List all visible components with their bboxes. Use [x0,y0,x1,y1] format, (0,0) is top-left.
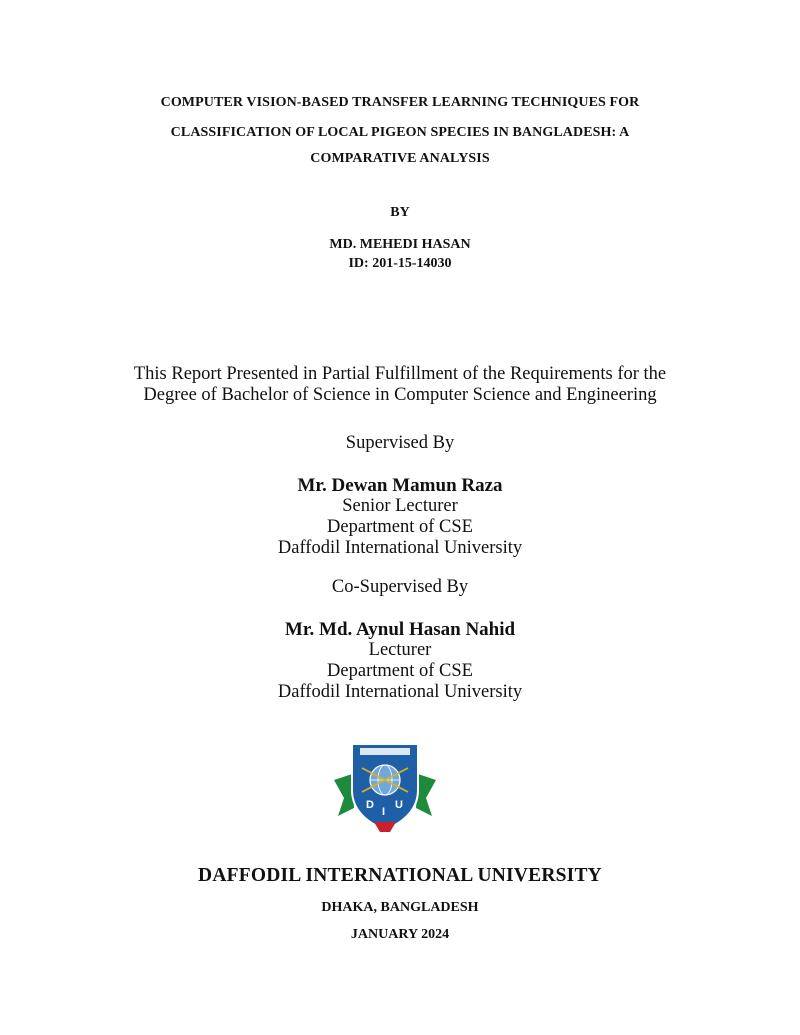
footer-date: JANUARY 2024 [350,927,450,942]
co-supervisor-university: Daffodil International University [277,682,523,702]
by-label: BY [390,205,410,220]
logo-banner [360,748,410,755]
author-id: ID: 201-15-14030 [348,256,452,271]
supervisor-name: Mr. Dewan Mamun Raza [297,475,503,496]
diu-logo [330,738,440,834]
logo-letter-d: D [366,799,374,811]
supervisor-designation: Senior Lecturer [342,496,458,516]
co-supervisor-department: Department of CSE [327,661,473,681]
supervisor-university: Daffodil International University [277,538,523,558]
footer-university: DAFFODIL INTERNATIONAL UNIVERSITY [198,865,602,886]
logo-letter-i: I [382,806,386,818]
footer-location: DHAKA, BANGLADESH [321,900,479,915]
supervisor-department: Department of CSE [327,517,473,537]
thesis-title-line-1: COMPUTER VISION-BASED TRANSFER LEARNING TECHNIQUES FOR [160,95,640,110]
supervised-by-heading: Supervised By [345,433,455,453]
thesis-title-line-2: CLASSIFICATION OF LOCAL PIGEON SPECIES IN BANGLADESH: A [170,125,630,140]
co-supervised-by-heading: Co-Supervised By [331,577,469,597]
logo-base [374,822,396,832]
author-name: MD. MEHEDI HASAN [329,237,471,252]
logo-letter-u: U [395,799,403,811]
co-supervisor-designation: Lecturer [368,640,432,660]
report-statement-line-1: This Report Presented in Partial Fulfillment of the Requirements for the [133,364,667,384]
report-statement-line-2: Degree of Bachelor of Science in Computer Science and Engineering [143,385,657,405]
co-supervisor-name: Mr. Md. Aynul Hasan Nahid [284,619,516,640]
thesis-title-line-3: COMPARATIVE ANALYSIS [310,151,490,166]
